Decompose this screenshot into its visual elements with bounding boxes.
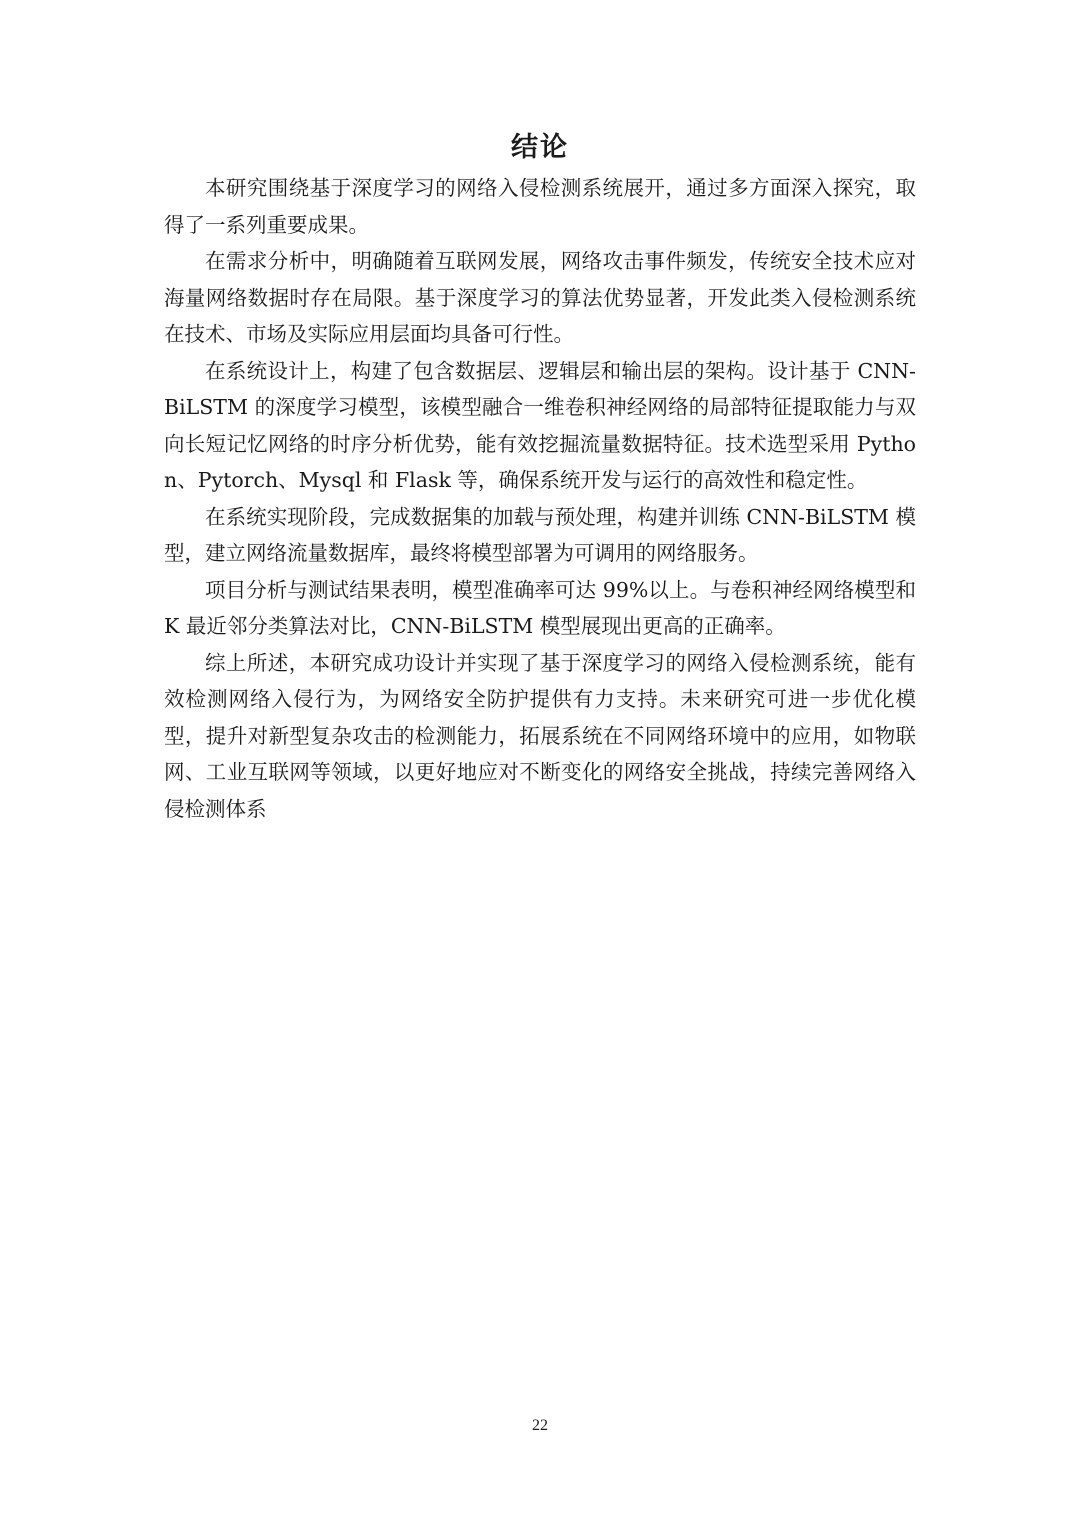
paragraph-system-implementation: 在系统实现阶段，完成数据集的加载与预处理，构建并训练 CNN-BiLSTM 模型，建立网络流量数据库，最终将模型部署为可调用的网络服务。	[164, 504, 916, 565]
paragraph-requirements-analysis: 在需求分析中，明确随着互联网发展，网络攻击事件频发，传统安全技术应对海量网络数据时存在局限。基于深度学习的算法优势显著，开发此类入侵检测系统在技术、市场及实际应用层面均具备可行性。	[164, 249, 916, 346]
paragraph-system-design: 在系统设计上，构建了包含数据层、逻辑层和输出层的架构。设计基于 CNN-BiLSTM 的深度学习模型，该模型融合一维卷积神经网络的局部特征提取能力与双向长短记忆网络的时序分析优势，能有效挖掘流量数据特征。技术选型采用 Python、Pytorch、Mysql 和 Flask 等，确保系统开发与运行的高效性和稳定性。	[164, 358, 916, 492]
section-title: 结论	[511, 132, 569, 163]
paragraph-intro: 本研究围绕基于深度学习的网络入侵检测系统展开，通过多方面深入探究，取得了一系列重要成果。	[164, 176, 916, 237]
page-number: 22	[532, 1417, 548, 1434]
body-text	[164, 170, 916, 827]
paragraph-test-results: 项目分析与测试结果表明，模型准确率可达 99%以上。与卷积神经网络模型和 K 最近邻分类算法对比，CNN-BiLSTM 模型展现出更高的正确率。	[164, 577, 916, 638]
paragraph-summary: 综上所述，本研究成功设计并实现了基于深度学习的网络入侵检测系统，能有效检测网络入侵行为，为网络安全防护提供有力支持。未来研究可进一步优化模型，提升对新型复杂攻击的检测能力，拓展系统在不同网络环境中的应用，如物联网、工业互联网等领域，以更好地应对不断变化的网络安全挑战，持续完善网络入侵检测体系	[164, 650, 916, 821]
